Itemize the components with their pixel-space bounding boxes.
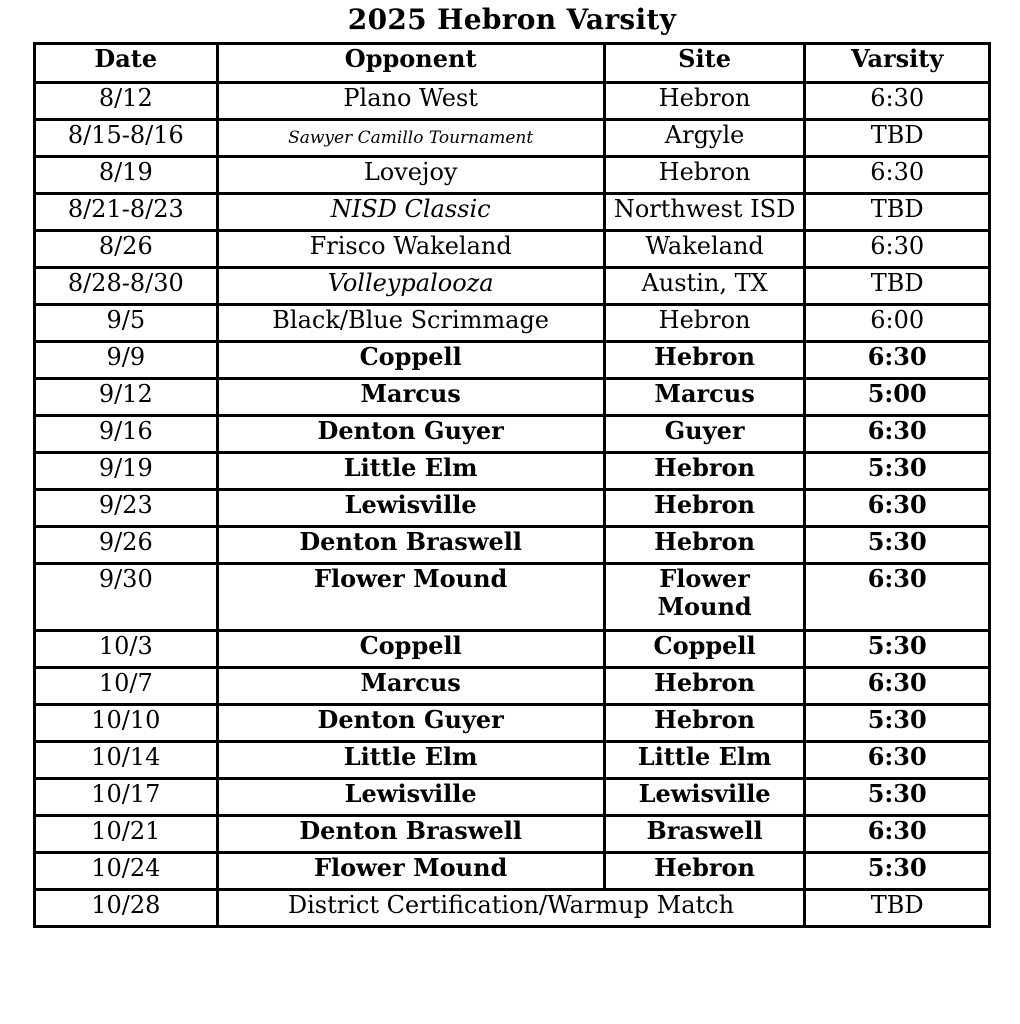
date-cell: 9/12 [35, 379, 218, 416]
header-row [35, 44, 990, 83]
time-cell: 6:30 [805, 416, 990, 453]
table-row [35, 490, 990, 527]
time-cell: 6:00 [805, 305, 990, 342]
time-cell: 6:30 [805, 342, 990, 379]
opponent-cell: Denton Guyer [217, 705, 604, 742]
time-cell: 5:30 [805, 527, 990, 564]
site-cell: Hebron [604, 853, 805, 890]
date-cell: 8/12 [35, 83, 218, 120]
site-cell: Hebron [604, 453, 805, 490]
time-cell: 6:30 [805, 742, 990, 779]
table-row [35, 816, 990, 853]
date-cell: 10/7 [35, 668, 218, 705]
page-title: 2025 Hebron Varsity [347, 3, 677, 36]
site-cell: Hebron [604, 305, 805, 342]
site-cell: Guyer [604, 416, 805, 453]
site-cell: Hebron [604, 668, 805, 705]
opponent-cell: Marcus [217, 668, 604, 705]
opponent-cell: Denton Braswell [217, 527, 604, 564]
table-row [35, 342, 990, 379]
date-cell: 9/26 [35, 527, 218, 564]
date-cell: 8/19 [35, 157, 218, 194]
table-row [35, 631, 990, 668]
time-cell: TBD [805, 120, 990, 157]
opponent-cell: Marcus [217, 379, 604, 416]
header-opponent: Opponent [217, 44, 604, 83]
time-cell: TBD [805, 268, 990, 305]
site-cell: Hebron [604, 342, 805, 379]
time-cell: 6:30 [805, 668, 990, 705]
opponent-cell: Lewisville [217, 779, 604, 816]
site-cell: Hebron [604, 157, 805, 194]
opponent-cell: Denton Guyer [217, 416, 604, 453]
table-row [35, 705, 990, 742]
table-row [35, 742, 990, 779]
table-row [35, 379, 990, 416]
table-row [35, 668, 990, 705]
table-row [35, 453, 990, 490]
opponent-cell: Coppell [217, 342, 604, 379]
table-row [35, 853, 990, 890]
header-date: Date [35, 44, 218, 83]
opponent-cell: Flower Mound [217, 564, 604, 631]
site-cell: Coppell [604, 631, 805, 668]
site-cell: Argyle [604, 120, 805, 157]
table-row [35, 194, 990, 231]
date-cell: 8/26 [35, 231, 218, 268]
site-cell: Hebron [604, 490, 805, 527]
opponent-cell: Lewisville [217, 490, 604, 527]
table-row [35, 231, 990, 268]
time-cell: 6:30 [805, 564, 990, 631]
site-cell: Northwest ISD [604, 194, 805, 231]
time-cell: 6:30 [805, 157, 990, 194]
date-cell: 8/15-8/16 [35, 120, 218, 157]
opponent-cell: Frisco Wakeland [217, 231, 604, 268]
time-cell: 6:30 [805, 490, 990, 527]
time-cell: TBD [805, 194, 990, 231]
date-cell: 8/28-8/30 [35, 268, 218, 305]
time-cell: 5:30 [805, 779, 990, 816]
date-cell: 9/9 [35, 342, 218, 379]
table-row [35, 268, 990, 305]
opponent-cell: Denton Braswell [217, 816, 604, 853]
date-cell: 10/3 [35, 631, 218, 668]
date-cell: 9/5 [35, 305, 218, 342]
table-row [35, 157, 990, 194]
date-cell: 9/23 [35, 490, 218, 527]
site-cell: Marcus [604, 379, 805, 416]
date-cell: 8/21-8/23 [35, 194, 218, 231]
table-row [35, 305, 990, 342]
table-row [35, 564, 990, 631]
site-cell: Hebron [604, 705, 805, 742]
date-cell: 10/10 [35, 705, 218, 742]
date-cell: 10/28 [35, 890, 218, 927]
table-row [35, 83, 990, 120]
table-row [35, 416, 990, 453]
opponent-cell: Plano West [217, 83, 604, 120]
time-cell: 5:30 [805, 453, 990, 490]
date-cell: 10/24 [35, 853, 218, 890]
table-row-final [35, 890, 990, 927]
opponent-cell: Coppell [217, 631, 604, 668]
site-cell: Little Elm [604, 742, 805, 779]
site-cell: Lewisville [604, 779, 805, 816]
date-cell: 10/14 [35, 742, 218, 779]
opponent-cell: Lovejoy [217, 157, 604, 194]
opponent-cell: Sawyer Camillo Tournament [217, 120, 604, 157]
date-cell: 9/30 [35, 564, 218, 631]
date-cell: 9/19 [35, 453, 218, 490]
time-cell: 5:30 [805, 853, 990, 890]
site-cell: Flower Mound [604, 564, 805, 631]
date-cell: 10/21 [35, 816, 218, 853]
time-cell: 6:30 [805, 231, 990, 268]
table-row [35, 120, 990, 157]
site-cell: Hebron [604, 527, 805, 564]
date-cell: 10/17 [35, 779, 218, 816]
header-site: Site [604, 44, 805, 83]
opponent-cell: Black/Blue Scrimmage [217, 305, 604, 342]
header-varsity: Varsity [805, 44, 990, 83]
site-cell: Wakeland [604, 231, 805, 268]
time-cell: 5:30 [805, 631, 990, 668]
opponent-cell: Little Elm [217, 742, 604, 779]
time-cell: 5:30 [805, 705, 990, 742]
site-cell: Braswell [604, 816, 805, 853]
event-cell: District Certification/Warmup Match [217, 890, 805, 927]
time-cell: TBD [805, 890, 990, 927]
opponent-cell: Flower Mound [217, 853, 604, 890]
opponent-cell: Little Elm [217, 453, 604, 490]
table-row [35, 527, 990, 564]
time-cell: 5:00 [805, 379, 990, 416]
time-cell: 6:30 [805, 83, 990, 120]
site-cell: Hebron [604, 83, 805, 120]
site-cell: Austin, TX [604, 268, 805, 305]
date-cell: 9/16 [35, 416, 218, 453]
time-cell: 6:30 [805, 816, 990, 853]
schedule-table [33, 42, 991, 928]
opponent-cell: NISD Classic [217, 194, 604, 231]
table-row [35, 779, 990, 816]
opponent-cell: Volleypalooza [217, 268, 604, 305]
